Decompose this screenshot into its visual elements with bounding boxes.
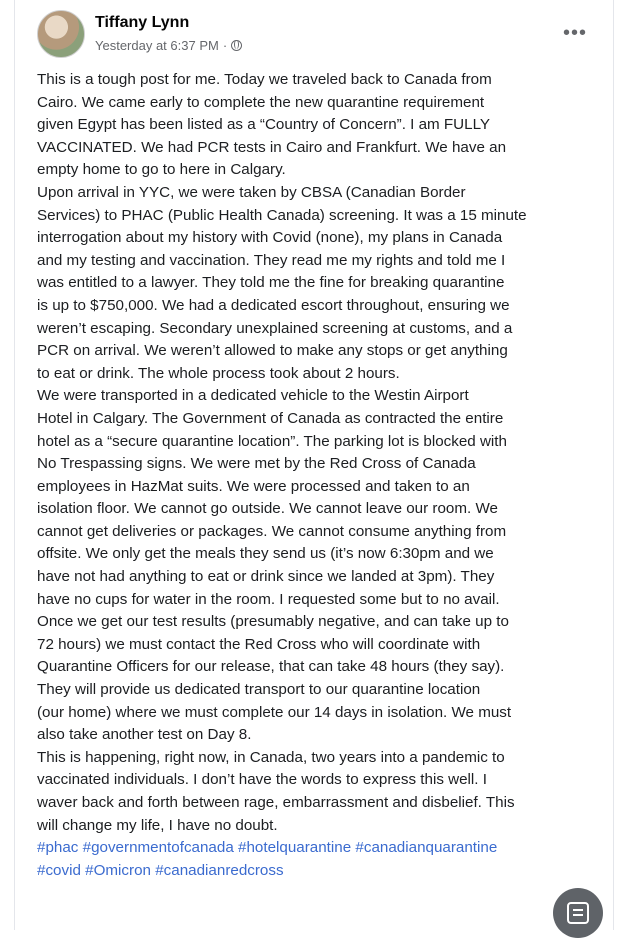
post-text-line: interrogation about my history with Covid (none), my plans in Canada [37, 229, 503, 247]
post-text-line: We were transported in a dedicated vehicle to the Westin Airport [37, 387, 469, 405]
post-text-line: Upon arrival in YYC, we were taken by CBSA (Canadian Border [37, 183, 466, 201]
post-text-line: is up to $750,000. We had a dedicated escort throughout, ensuring we [37, 296, 510, 314]
post-text-line: Services) to PHAC (Public Health Canada) screening. It was a 15 minute [37, 206, 527, 224]
hashtag-line [37, 837, 601, 860]
text-recognition-icon [567, 902, 589, 924]
post-text-line: also take another test on Day 8. [37, 726, 252, 744]
hashtag-link[interactable]: #Omicron [85, 861, 151, 879]
post-text-line: was entitled to a lawyer. They told me the fine for breaking quarantine [37, 274, 505, 292]
post-text-line: to eat or drink. The whole process took about 2 hours. [37, 364, 400, 382]
post-text-line: PCR on arrival. We weren’t allowed to make any stops or get anything [37, 342, 508, 360]
hashtag-link[interactable]: #covid [37, 861, 81, 879]
post-text-line: 72 hours) we must contact the Red Cross who will coordinate with [37, 635, 481, 653]
post-text-line: Quarantine Officers for our release, that can take 48 hours (they say). [37, 658, 505, 676]
post-timestamp[interactable]: Yesterday at 6:37 PM [95, 38, 219, 53]
hashtag-line [37, 860, 601, 883]
globe-icon[interactable] [231, 40, 242, 51]
post-meta [95, 38, 242, 53]
post-text-line: (our home) where we must complete our 14 days in isolation. We must [37, 703, 512, 721]
post-text-line: have no cups for water in the room. I requested some but to no avail. [37, 590, 500, 608]
post-text-line: cannot get deliveries or packages. We cannot consume anything from [37, 522, 507, 540]
hashtag-link[interactable]: #phac [37, 839, 79, 857]
post-text-line: and my testing and vaccination. They read me my rights and told me I [37, 251, 506, 269]
post-text-line: waver back and forth between rage, embarrassment and disbelief. This [37, 794, 515, 811]
post-text [37, 69, 601, 837]
author-name[interactable]: Tiffany Lynn [95, 14, 190, 31]
post-text-line: Hotel in Calgary. The Government of Canada as contracted the entire [37, 409, 504, 427]
post-text-line: Cairo. We came early to complete the new quarantine requirement [37, 93, 485, 111]
post-text-line: given Egypt has been listed as a “Country of Concern”. I am FULLY [37, 116, 491, 134]
hashtags [37, 837, 601, 882]
post-text-line: No Trespassing signs. We were met by the Red Cross of Canada [37, 455, 476, 473]
post-header [37, 10, 597, 60]
post-text-line: weren’t escaping. Secondary unexplained screening at customs, and a [37, 319, 513, 337]
post-text-line: have not had anything to eat or drink since we landed at 3pm). They [37, 568, 495, 586]
post-text-line: empty home to go to here in Calgary. [37, 161, 286, 179]
text-recognition-button[interactable] [553, 888, 603, 938]
post-text-line: This is happening, right now, in Canada, two years into a pandemic to [37, 748, 505, 766]
meta-separator: · [222, 38, 228, 53]
post-text-line: This is a tough post for me. Today we traveled back to Canada from [37, 71, 492, 88]
post-text-line: hotel as a “secure quarantine location”. The parking lot is blocked with [37, 432, 507, 450]
post-card [14, 0, 614, 930]
post-body [37, 69, 601, 882]
post-text-line: VACCINATED. We had PCR tests in Cairo and Frankfurt. We have an [37, 138, 507, 156]
hashtag-link[interactable]: #canadianredcross [155, 861, 284, 879]
post-text-line: vaccinated individuals. I don’t have the words to express this well. I [37, 771, 487, 789]
avatar[interactable] [37, 10, 85, 58]
hashtag-link[interactable]: #governmentofcanada [82, 839, 234, 857]
post-text-line: offsite. We only get the meals they send us (it’s now 6:30pm and we [37, 545, 494, 563]
post-text-line: isolation floor. We cannot go outside. We cannot leave our room. We [37, 500, 498, 518]
hashtag-link[interactable]: #hotelquarantine [238, 839, 352, 857]
hashtag-link[interactable]: #canadianquarantine [355, 839, 498, 857]
post-text-line: They will provide us dedicated transport to our quarantine location [37, 681, 481, 699]
post-text-line: will change my life, I have no doubt. [37, 816, 278, 834]
post-text-line: Once we get our test results (presumably negative, and can take up to [37, 613, 509, 631]
more-options-button[interactable]: ••• [562, 22, 587, 44]
post-text-line: employees in HazMat suits. We were processed and taken to an [37, 477, 470, 495]
